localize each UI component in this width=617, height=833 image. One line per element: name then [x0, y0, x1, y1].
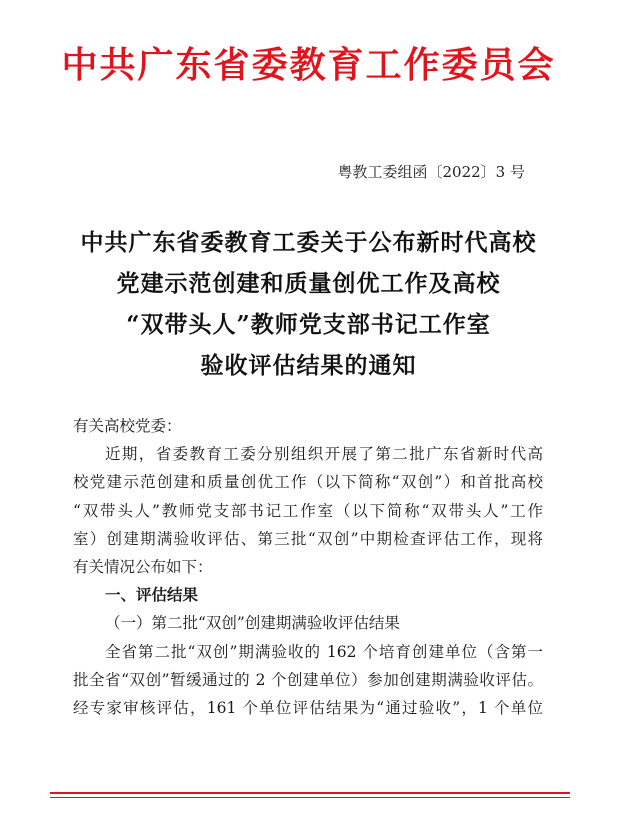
- footer-rule-thin: [50, 797, 570, 798]
- footer-rule-thick: [50, 792, 570, 794]
- title-line: 中共广东省委教育工委关于公布新时代高校: [80, 229, 537, 256]
- paragraph-line: “双带头人”教师党支部书记工作室（以下简称“双带头人”工作: [73, 501, 543, 520]
- subsection-heading: （一）第二批“双创”创建期满验收评估结果: [105, 614, 400, 633]
- paragraph-line: 近期，省委教育工委分别组织开展了第二批广东省新时代高: [105, 445, 543, 464]
- salutation: 有关高校党委：: [73, 417, 182, 435]
- document-title: [0, 222, 617, 386]
- section-heading: 一、评估结果: [105, 586, 199, 605]
- org-title: 中共广东省委教育工作委员会: [61, 44, 556, 86]
- paragraph-line: 经专家审核评估，161 个单位评估结果为“通过验收”，1 个单位: [73, 699, 543, 718]
- document-number: 粤教工委组函〔2022〕3 号: [337, 163, 525, 181]
- paragraph-line: 室）创建期满验收评估、第三批“双创”中期检查评估工作，现将: [73, 529, 543, 548]
- title-line: 验收评估结果的通知: [200, 352, 417, 379]
- paragraph-line: 有关情况公布如下：: [73, 558, 213, 577]
- paragraph-line: 校党建示范创建和质量创优工作（以下简称“双创”）和首批高校: [73, 473, 543, 492]
- title-line: 党建示范创建和质量创优工作及高校: [116, 270, 501, 297]
- paragraph-line: 批全省“双创”暂缓通过的 2 个创建单位）参加创建期满验收评估。: [73, 670, 543, 689]
- document-body: [73, 412, 543, 722]
- paragraph-line: 全省第二批“双创”期满验收的 162 个培育创建单位（含第一: [105, 642, 543, 661]
- title-line: “双带头人”教师党支部书记工作室: [126, 311, 491, 338]
